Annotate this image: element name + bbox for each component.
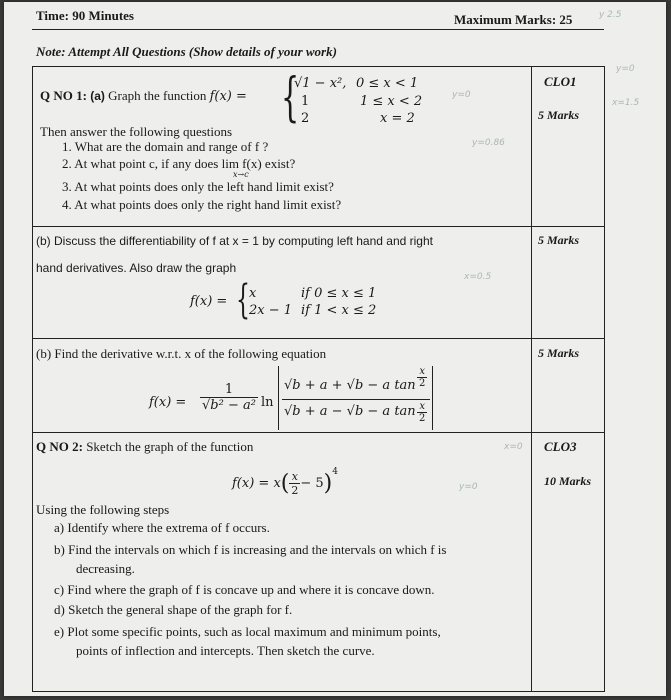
q1-part-a-text: Graph the function bbox=[108, 88, 207, 103]
q2-step-c bbox=[54, 582, 435, 598]
q1-part-c-coef-den: √b² − a² bbox=[202, 398, 256, 413]
q2-open-paren: ( bbox=[280, 471, 290, 496]
q1-then-text: Then answer the following questions bbox=[40, 124, 233, 139]
q1-question-2-text: At what point c, if any does lim f(x) exist? bbox=[74, 156, 296, 171]
q1-part-b-case-1-expr: x bbox=[249, 286, 257, 301]
q2-step-d-label: d) bbox=[54, 602, 65, 617]
q2-step-a-label: a) bbox=[54, 520, 65, 535]
q1-part-b-case-1-cond: if 0 ≤ x ≤ 1 bbox=[301, 286, 377, 301]
pencil-scribble: y=0 bbox=[459, 482, 478, 492]
q2-step-b bbox=[54, 542, 446, 558]
q2-step-e-label: e) bbox=[54, 624, 65, 639]
q1-case-2-cond: 1 ≤ x < 2 bbox=[360, 94, 423, 109]
q1-part-c-top-half bbox=[417, 366, 427, 389]
q2-step-e bbox=[54, 624, 441, 640]
q1-part-c-top-half-den: 2 bbox=[419, 378, 426, 389]
q1-part-c-top: √b + a + √b − a tan bbox=[284, 378, 416, 393]
row-divider-1 bbox=[32, 226, 605, 227]
q1-question-1-num: 1. bbox=[62, 139, 72, 154]
q2-power: 4 bbox=[332, 466, 338, 477]
q1-part-c-bottom: √b + a − √b − a tan bbox=[284, 404, 416, 419]
q2-step-d bbox=[54, 602, 292, 618]
pencil-scribble: y=0.86 bbox=[472, 138, 505, 148]
note-text: Note: Attempt All Questions (Show details of your work) bbox=[36, 44, 337, 59]
q2-step-b-label: b) bbox=[54, 542, 65, 557]
q1-limit-subscript: x→c bbox=[233, 170, 249, 179]
pencil-scribble: x=0 bbox=[504, 442, 523, 452]
q1-part-a-label: (a) bbox=[90, 89, 105, 103]
exam-sheet bbox=[4, 2, 666, 696]
q1-clo: CLO1 bbox=[544, 74, 577, 89]
q2-step-b-text: Find the intervals on which f is increasing and the intervals on which f is bbox=[68, 542, 447, 557]
q1-question-4-text: At what points does only the right hand limit exist? bbox=[74, 197, 342, 212]
q1-question-3-text: At what points does only the left hand limit exist? bbox=[74, 179, 334, 194]
q1-part-c-bottom-half bbox=[417, 401, 427, 424]
q1-question-1-text: What are the domain and range of f ? bbox=[74, 139, 269, 154]
table-bottom-border bbox=[32, 691, 605, 692]
q1-part-b-case-2-cond: if 1 < x ≤ 2 bbox=[301, 303, 377, 318]
q2-marks: 10 Marks bbox=[544, 474, 592, 488]
q2-steps-intro: Using the following steps bbox=[36, 502, 170, 517]
q2-step-a bbox=[54, 520, 270, 536]
q2-close-paren: ) bbox=[323, 471, 333, 496]
q2-step-a-text: Identify where the extrema of f occurs. bbox=[67, 520, 270, 535]
q1-case-3-cond: x = 2 bbox=[380, 111, 415, 126]
q1-case-1-expr: √1 − x², bbox=[294, 76, 347, 91]
q1-part-c-text: (b) Find the derivative w.r.t. x of the following equation bbox=[36, 346, 327, 361]
q1-part-b-line-2: hand derivatives. Also draw the graph bbox=[36, 261, 237, 275]
q1-part-c-ln: ln bbox=[261, 395, 274, 410]
time-label: Time: 90 Minutes bbox=[36, 8, 134, 23]
row-divider-3 bbox=[32, 432, 605, 433]
q2-inner-den: 2 bbox=[291, 484, 299, 497]
q2-step-c-label: c) bbox=[54, 582, 65, 597]
q2-inner-num: x bbox=[289, 470, 300, 484]
pencil-scribble: y=0 bbox=[616, 64, 635, 74]
q2-label: Q NO 2: bbox=[36, 439, 83, 454]
q2-step-e-text: Plot some specific points, such as local maximum and minimum points, bbox=[67, 624, 441, 639]
table-right-border bbox=[604, 66, 605, 692]
q1-case-1-cond: 0 ≤ x < 1 bbox=[356, 76, 419, 91]
q2-fx-lhs: f(x) = x bbox=[232, 476, 281, 491]
q1-part-c-bottom-half-den: 2 bbox=[419, 413, 426, 424]
table-marks-divider bbox=[531, 66, 532, 692]
q1-question-3-num: 3. bbox=[62, 179, 72, 194]
q1-part-b-brace: { bbox=[236, 277, 250, 323]
q1-question-1 bbox=[62, 139, 268, 155]
q1-heading bbox=[40, 88, 247, 104]
q1-part-b-fx: f(x) = bbox=[190, 294, 228, 309]
q1-marks-c: 5 Marks bbox=[538, 346, 580, 360]
q1-part-c-coefficient bbox=[200, 382, 258, 413]
q1-part-c-coef-num: 1 bbox=[200, 382, 258, 398]
q1-part-c-abs-right bbox=[432, 366, 433, 430]
q2-step-c-text: Find where the graph of f is concave up and where it is concave down. bbox=[67, 582, 435, 597]
max-marks-label: Maximum Marks: 25 bbox=[454, 12, 573, 27]
q1-label: Q NO 1: bbox=[40, 88, 87, 103]
q1-question-4-num: 4. bbox=[62, 197, 72, 212]
header-rule bbox=[32, 29, 604, 30]
q2-step-e-continued: points of inflection and intercepts. Then sketch the curve. bbox=[76, 643, 375, 658]
q2-text: Sketch the graph of the function bbox=[86, 439, 254, 454]
q1-part-c-top-half-num: x bbox=[417, 366, 427, 378]
pencil-scribble: x=0.5 bbox=[464, 272, 492, 282]
pencil-scribble: x=1.5 bbox=[612, 98, 640, 108]
q1-fx-lhs: f(x) = bbox=[209, 89, 247, 104]
q2-minus-five: − 5 bbox=[300, 476, 324, 491]
q2-function bbox=[232, 466, 338, 497]
q1-question-3 bbox=[62, 179, 334, 195]
q1-part-b-line-1: (b) Discuss the differentiability of f at x = 1 by computing left hand and right bbox=[36, 234, 433, 248]
q1-question-2-num: 2. bbox=[62, 156, 72, 171]
q1-question-4 bbox=[62, 197, 341, 213]
q1-part-c-fx: f(x) = bbox=[149, 395, 187, 410]
row-divider-2 bbox=[32, 338, 605, 339]
table-top-border bbox=[32, 66, 605, 67]
q1-case-2-expr: 1 bbox=[301, 94, 310, 109]
table-left-border bbox=[32, 66, 33, 692]
q1-part-c-main-bar bbox=[282, 399, 430, 400]
pencil-scribble: y 2.5 bbox=[599, 10, 622, 20]
q1-part-c-abs-left bbox=[278, 366, 279, 430]
q1-marks-a: 5 Marks bbox=[538, 108, 580, 122]
q2-step-b-continued: decreasing. bbox=[76, 561, 135, 576]
q1-part-c-bottom-half-num: x bbox=[417, 401, 427, 413]
q1-brace: { bbox=[281, 68, 300, 128]
q1-case-3-expr: 2 bbox=[301, 111, 310, 126]
q2-clo: CLO3 bbox=[544, 439, 577, 454]
pencil-scribble: y=0 bbox=[452, 90, 471, 100]
q1-marks-b: 5 Marks bbox=[538, 233, 580, 247]
q2-heading bbox=[36, 439, 253, 455]
q1-part-b-case-2-expr: 2x − 1 bbox=[249, 303, 293, 318]
q2-step-d-text: Sketch the general shape of the graph for f. bbox=[68, 602, 293, 617]
q1-question-2 bbox=[62, 156, 295, 172]
